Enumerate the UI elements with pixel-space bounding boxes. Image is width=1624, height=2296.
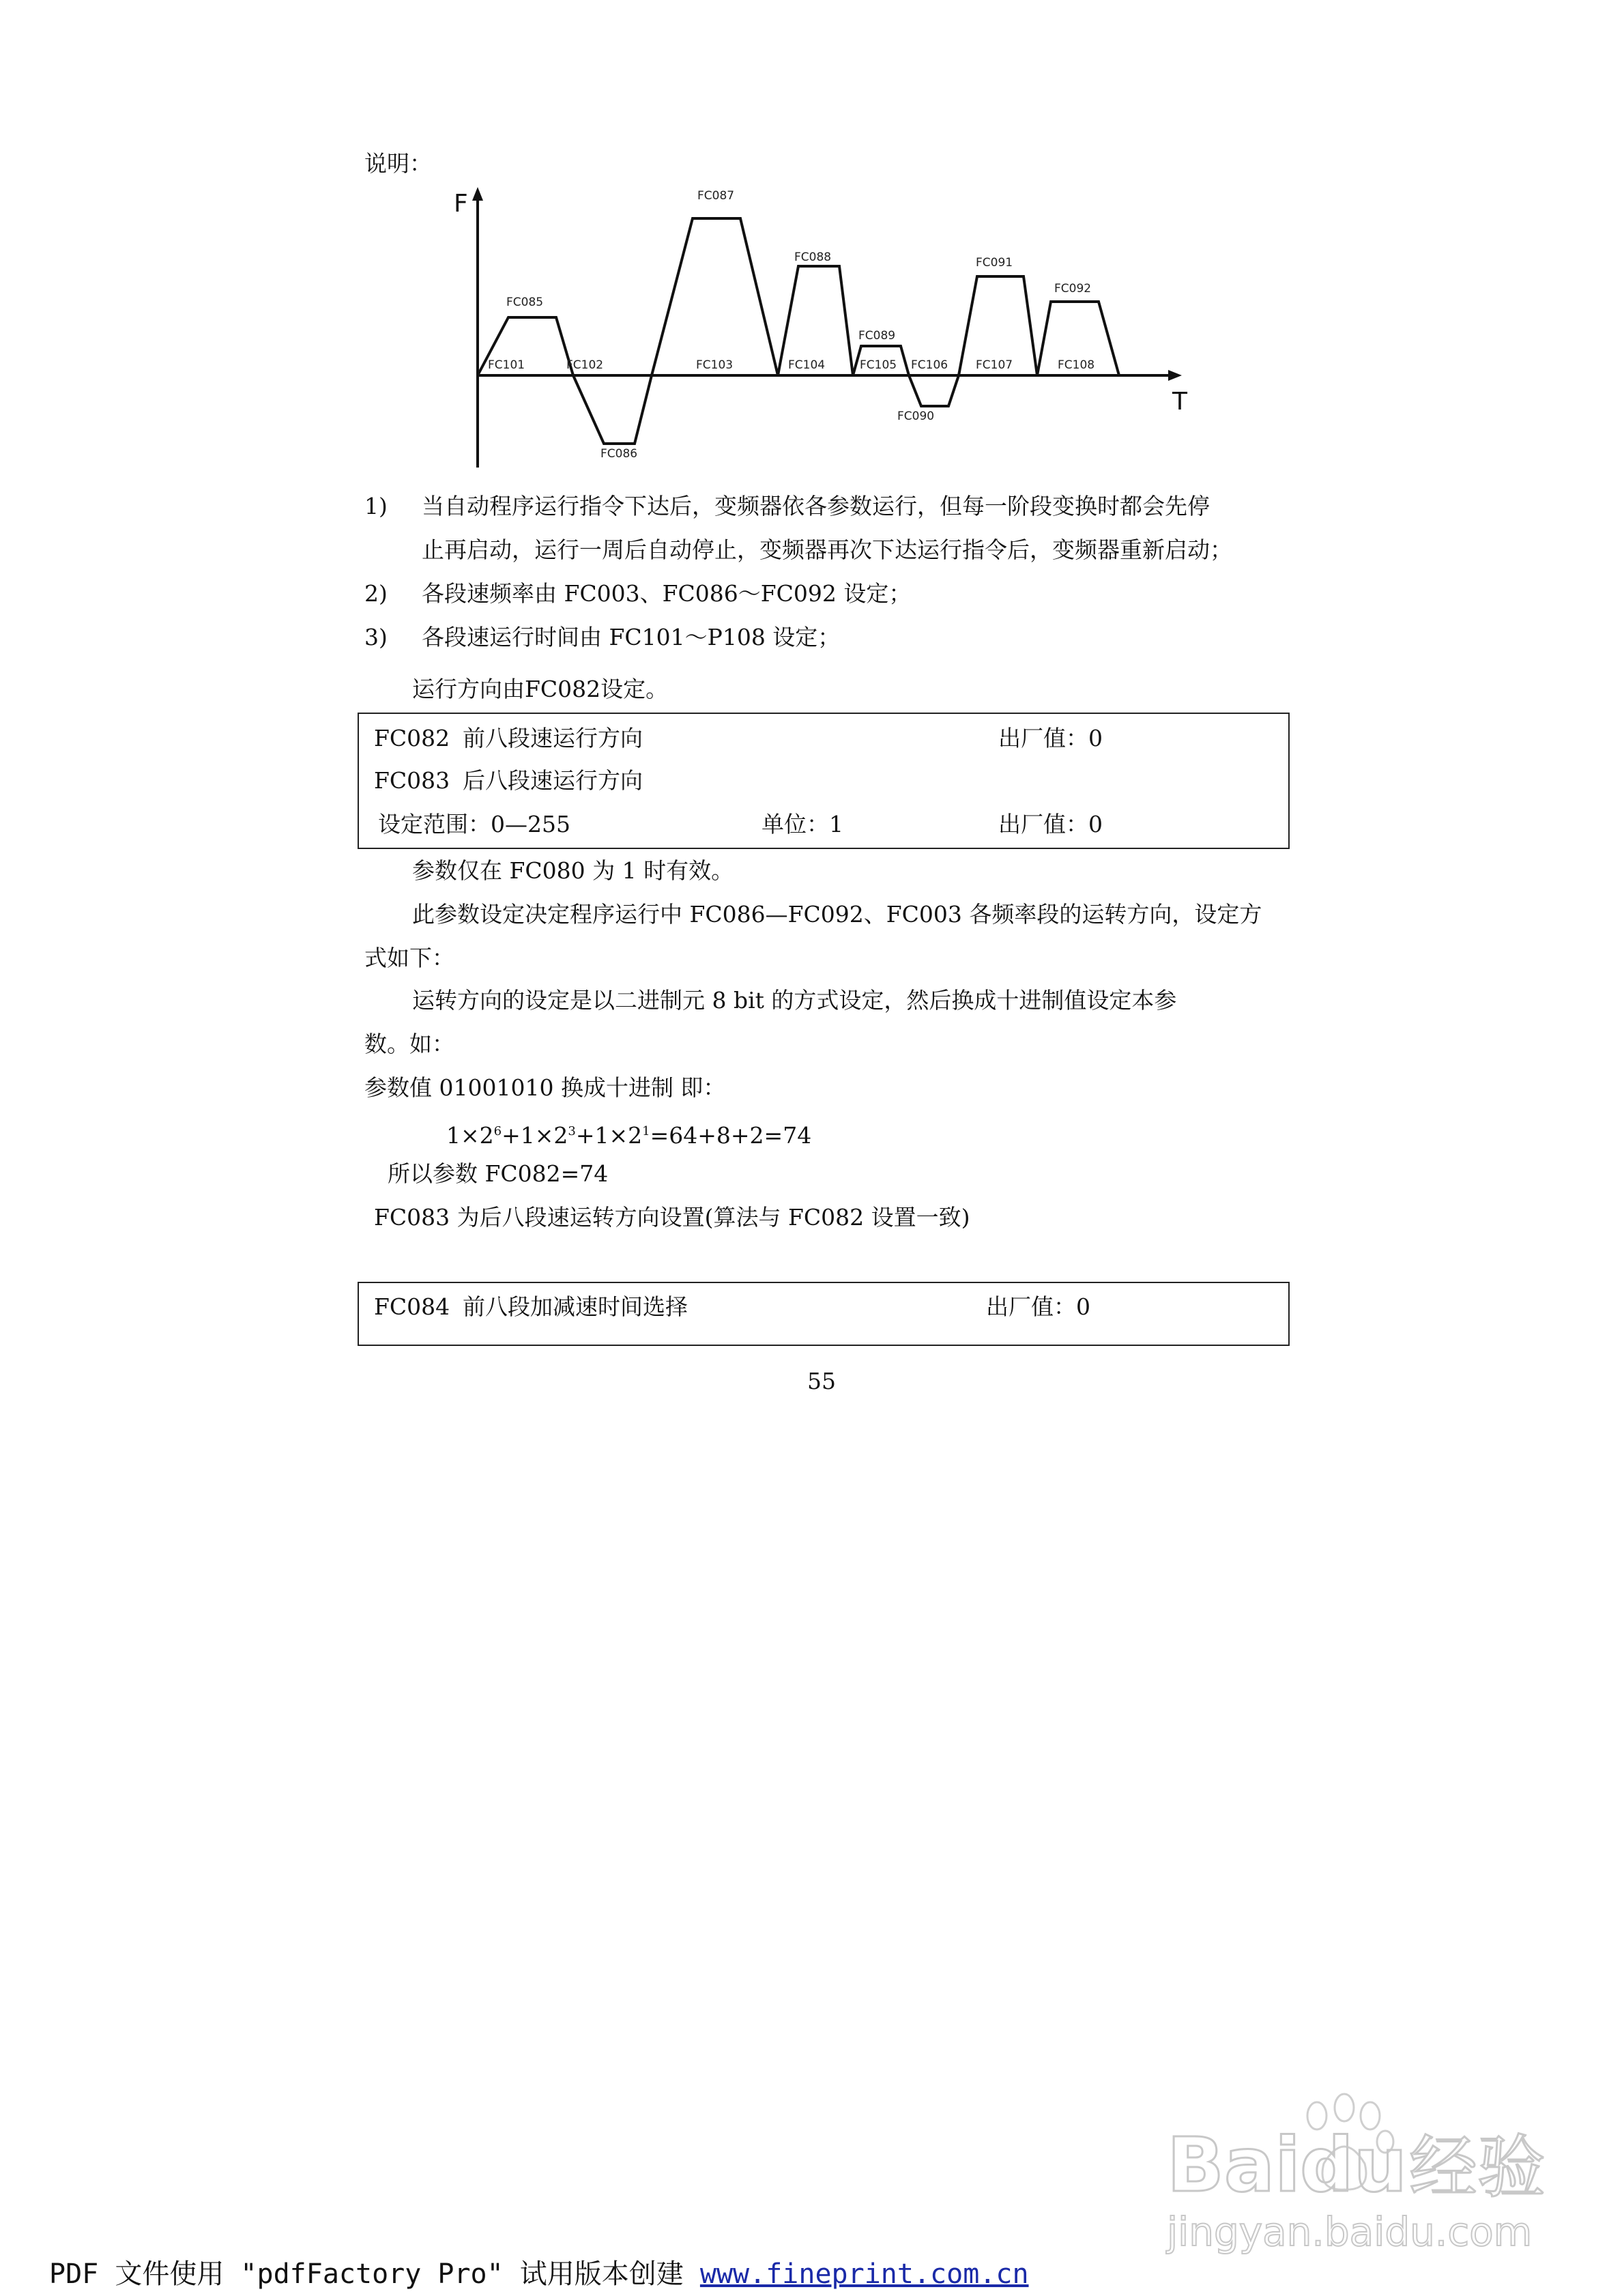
formula-exponent: 1 bbox=[642, 1124, 650, 1138]
direction-note: 运行方向由FC082设定。 bbox=[412, 676, 669, 702]
footer-text: PDF 文件使用 "pdfFactory Pro" 试用版本创建 bbox=[49, 2258, 700, 2290]
example-line: 参数值 01001010 换成十进制 即： bbox=[364, 1074, 726, 1101]
watermark-brand: Bai bbox=[1167, 2121, 1301, 2209]
time-label-fc104: FC104 bbox=[788, 358, 826, 372]
formula-term: +1×2 bbox=[575, 1122, 643, 1149]
pdf-footer bbox=[49, 2252, 1029, 2291]
fc083-note: FC083 为后八段速运转方向设置(算法与 FC082 设置一致) bbox=[374, 1204, 970, 1231]
axis-t-label: T bbox=[1172, 388, 1187, 416]
time-label-fc105: FC105 bbox=[860, 358, 897, 372]
formula-exponent: 6 bbox=[493, 1124, 502, 1138]
freq-label-fc088: FC088 bbox=[794, 250, 832, 264]
param-name: 前八段加减速时间选择 bbox=[463, 1293, 688, 1320]
list-item-1-line1: 当自动程序运行指令下达后，变频器依各参数运行，但每一阶段变换时都会先停 bbox=[422, 493, 1210, 519]
freq-label-fc085: FC085 bbox=[506, 296, 544, 309]
time-label-fc108: FC108 bbox=[1058, 358, 1095, 372]
time-label-fc103: FC103 bbox=[696, 358, 734, 372]
freq-label-fc087: FC087 bbox=[697, 189, 735, 203]
freq-label-fc090: FC090 bbox=[897, 410, 935, 423]
watermark-suffix: 经验 bbox=[1409, 2127, 1546, 2207]
list-number-1: 1) bbox=[364, 493, 388, 519]
page-number: 55 bbox=[807, 1368, 836, 1394]
paragraph-direction-line1: 此参数设定决定程序运行中 FC086—FC092、FC003 各频率段的运转方向，设定方 bbox=[412, 901, 1262, 928]
formula-result: =64+8+2=74 bbox=[650, 1122, 812, 1149]
paragraph-validity: 参数仅在 FC080 为 1 时有效。 bbox=[412, 857, 734, 884]
paragraph-direction-line2: 式如下： bbox=[364, 945, 454, 971]
formula-term: +1×2 bbox=[502, 1122, 568, 1149]
freq-label-fc091: FC091 bbox=[976, 256, 1013, 270]
list-item-1-line2: 止再启动，运行一周后自动停止，变频器再次下达运行指令后，变频器重新启动； bbox=[422, 536, 1232, 563]
list-number-2: 2) bbox=[364, 580, 388, 607]
param-range: 设定范围：0—255 bbox=[378, 811, 570, 837]
footer-link[interactable]: www.fineprint.com.cn bbox=[699, 2258, 1029, 2290]
param-default: 出厂值：0 bbox=[998, 725, 1103, 751]
watermark-url: jingyan.baidu.com bbox=[1167, 2209, 1533, 2255]
time-label-fc106: FC106 bbox=[911, 358, 948, 372]
result-line: 所以参数 FC082=74 bbox=[388, 1160, 609, 1187]
multi-speed-diagram bbox=[444, 184, 1194, 471]
list-item-3: 各段速运行时间由 FC101～P108 设定； bbox=[422, 624, 841, 650]
param-name: 前八段速运行方向 bbox=[463, 725, 643, 751]
freq-label-fc089: FC089 bbox=[858, 329, 896, 343]
formula-term: 1×2 bbox=[446, 1122, 494, 1149]
param-unit: 单位：1 bbox=[762, 811, 843, 837]
axis-f-label: F bbox=[454, 190, 468, 218]
paragraph-binary-line2: 数。如： bbox=[364, 1031, 454, 1057]
param-default: 出厂值：0 bbox=[986, 1293, 1090, 1320]
time-label-fc107: FC107 bbox=[976, 358, 1013, 372]
param-code: FC084 bbox=[374, 1293, 450, 1320]
param-code: FC082 bbox=[374, 725, 450, 751]
param-default: 出厂值：0 bbox=[998, 811, 1103, 837]
freq-label-fc086: FC086 bbox=[600, 447, 638, 461]
list-number-3: 3) bbox=[364, 624, 388, 650]
f-axis-arrow bbox=[472, 187, 483, 201]
baidu-jingyan-watermark bbox=[1153, 2089, 1563, 2266]
time-label-fc102: FC102 bbox=[566, 358, 604, 372]
formula-exponent: 3 bbox=[568, 1124, 576, 1138]
watermark-brand-du: du bbox=[1300, 2121, 1408, 2209]
freq-label-fc092: FC092 bbox=[1054, 282, 1092, 296]
time-label-fc101: FC101 bbox=[488, 358, 525, 372]
paragraph-binary-line1: 运转方向的设定是以二进制元 8 bit 的方式设定，然后换成十进制值设定本参 bbox=[412, 987, 1177, 1014]
param-name: 后八段速运行方向 bbox=[463, 767, 643, 794]
param-code: FC083 bbox=[374, 767, 450, 794]
intro-label: 说明： bbox=[364, 150, 432, 177]
list-item-2: 各段速频率由 FC003、FC086～FC092 设定； bbox=[422, 580, 912, 607]
t-axis-arrow bbox=[1168, 370, 1182, 381]
formula bbox=[446, 1118, 811, 1149]
